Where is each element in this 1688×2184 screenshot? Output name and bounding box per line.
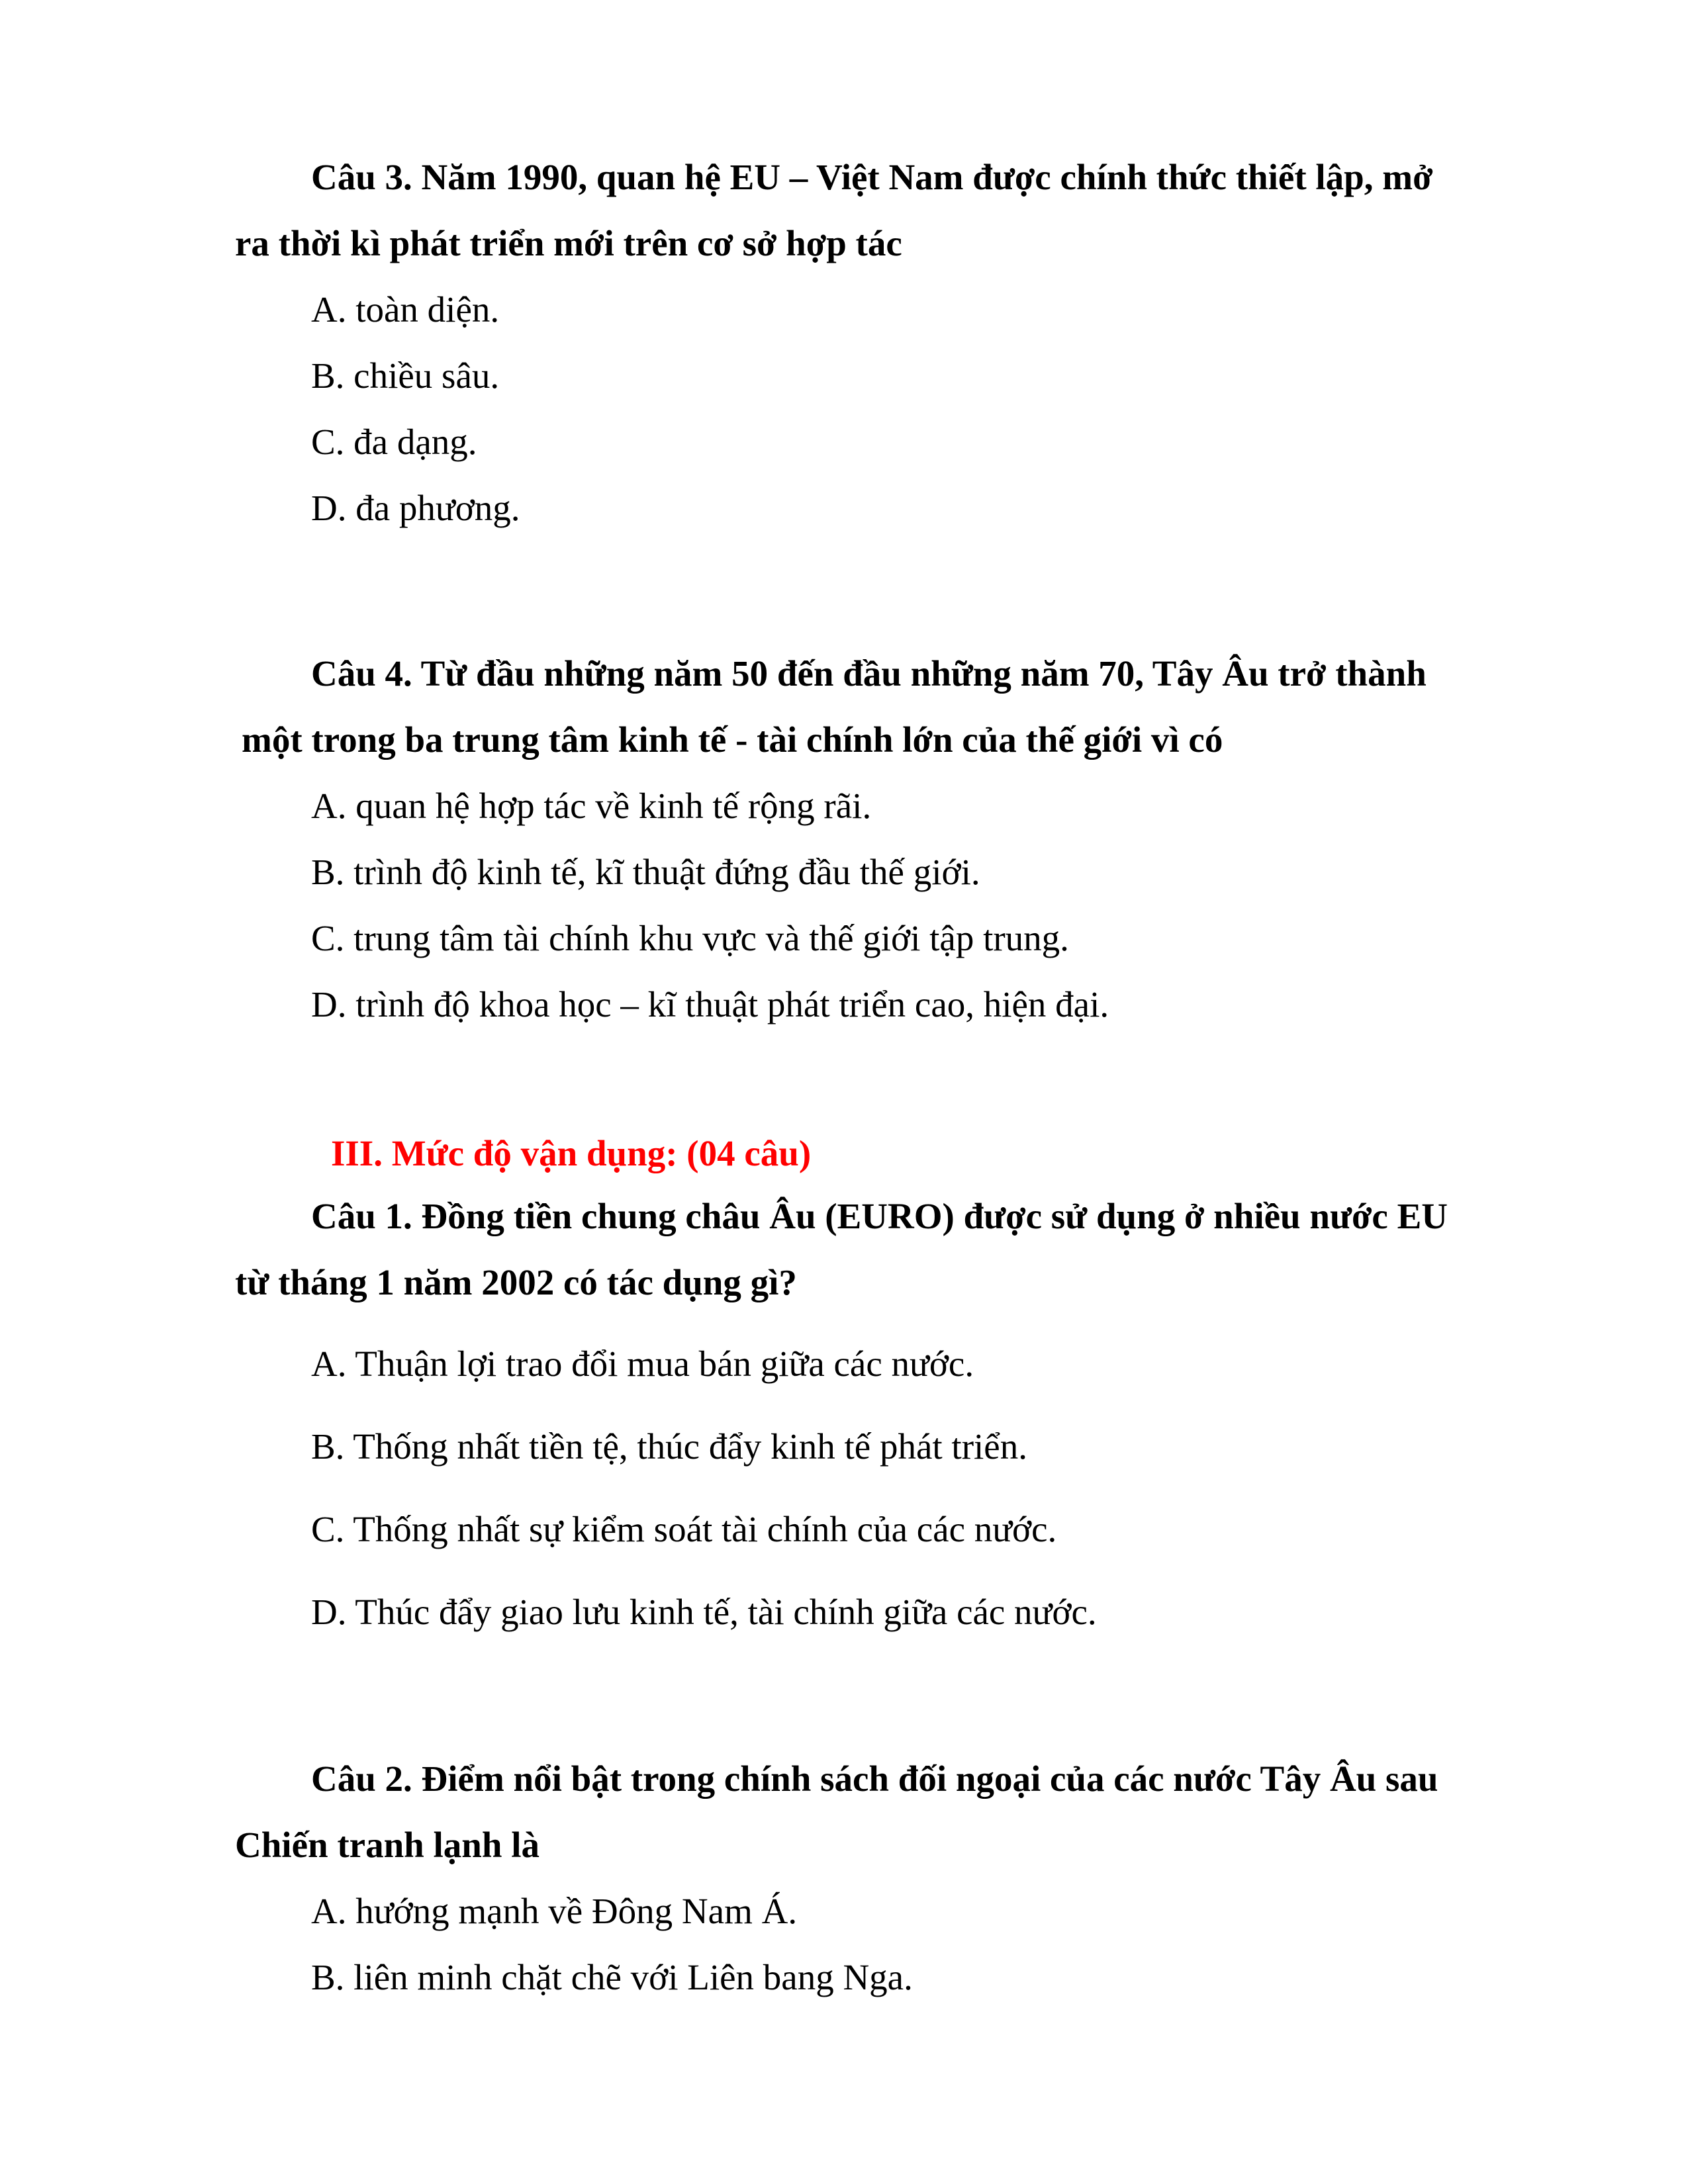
application-question-1-option-b: B. Thống nhất tiền tệ, thúc đẩy kinh tế phát triển. [311, 1426, 1027, 1467]
question-3-option-d: D. đa phương. [311, 488, 520, 528]
question-4-line-2: một trong ba trung tâm kinh tế - tài chính lớn của thế giới vì có [242, 719, 1223, 760]
question-4-option-b: B. trình độ kinh tế, kĩ thuật đứng đầu thế giới. [311, 852, 980, 892]
question-4-line-1: Câu 4. Từ đầu những năm 50 đến đầu những năm 70, Tây Âu trở thành [311, 653, 1427, 694]
application-question-1-option-a: A. Thuận lợi trao đổi mua bán giữa các nước. [311, 1343, 974, 1384]
application-question-2-option-a: A. hướng mạnh về Đông Nam Á. [311, 1891, 798, 1931]
question-3-option-b: B. chiều sâu. [311, 355, 500, 396]
question-3-line-2: ra thời kì phát triển mới trên cơ sở hợp tác [235, 223, 902, 263]
application-question-2-option-b: B. liên minh chặt chẽ với Liên bang Nga. [311, 1957, 913, 1997]
application-question-2-line-2: Chiến tranh lạnh là [235, 1825, 539, 1865]
question-4-option-c: C. trung tâm tài chính khu vực và thế giới tập trung. [311, 918, 1069, 958]
question-3-option-a: A. toàn diện. [311, 289, 500, 330]
section-heading: III. Mức độ vận dụng: (04 câu) [331, 1133, 812, 1173]
question-4-option-d: D. trình độ khoa học – kĩ thuật phát triển cao, hiện đại. [311, 984, 1109, 1024]
question-4-option-a: A. quan hệ hợp tác về kinh tế rộng rãi. [311, 786, 872, 826]
application-question-1-line-2: từ tháng 1 năm 2002 có tác dụng gì? [235, 1262, 797, 1302]
application-question-2-line-1: Câu 2. Điểm nổi bật trong chính sách đối ngoại của các nước Tây Âu sau [311, 1758, 1438, 1799]
question-3-line-1: Câu 3. Năm 1990, quan hệ EU – Việt Nam được chính thức thiết lập, mở [311, 157, 1433, 197]
application-question-1-option-d: D. Thúc đẩy giao lưu kinh tế, tài chính giữa các nước. [311, 1592, 1097, 1632]
application-question-1-line-1: Câu 1. Đồng tiền chung châu Âu (EURO) được sử dụng ở nhiều nước EU [311, 1196, 1448, 1236]
application-question-1-option-c: C. Thống nhất sự kiểm soát tài chính của các nước. [311, 1509, 1057, 1549]
question-3-option-c: C. đa dạng. [311, 422, 477, 462]
